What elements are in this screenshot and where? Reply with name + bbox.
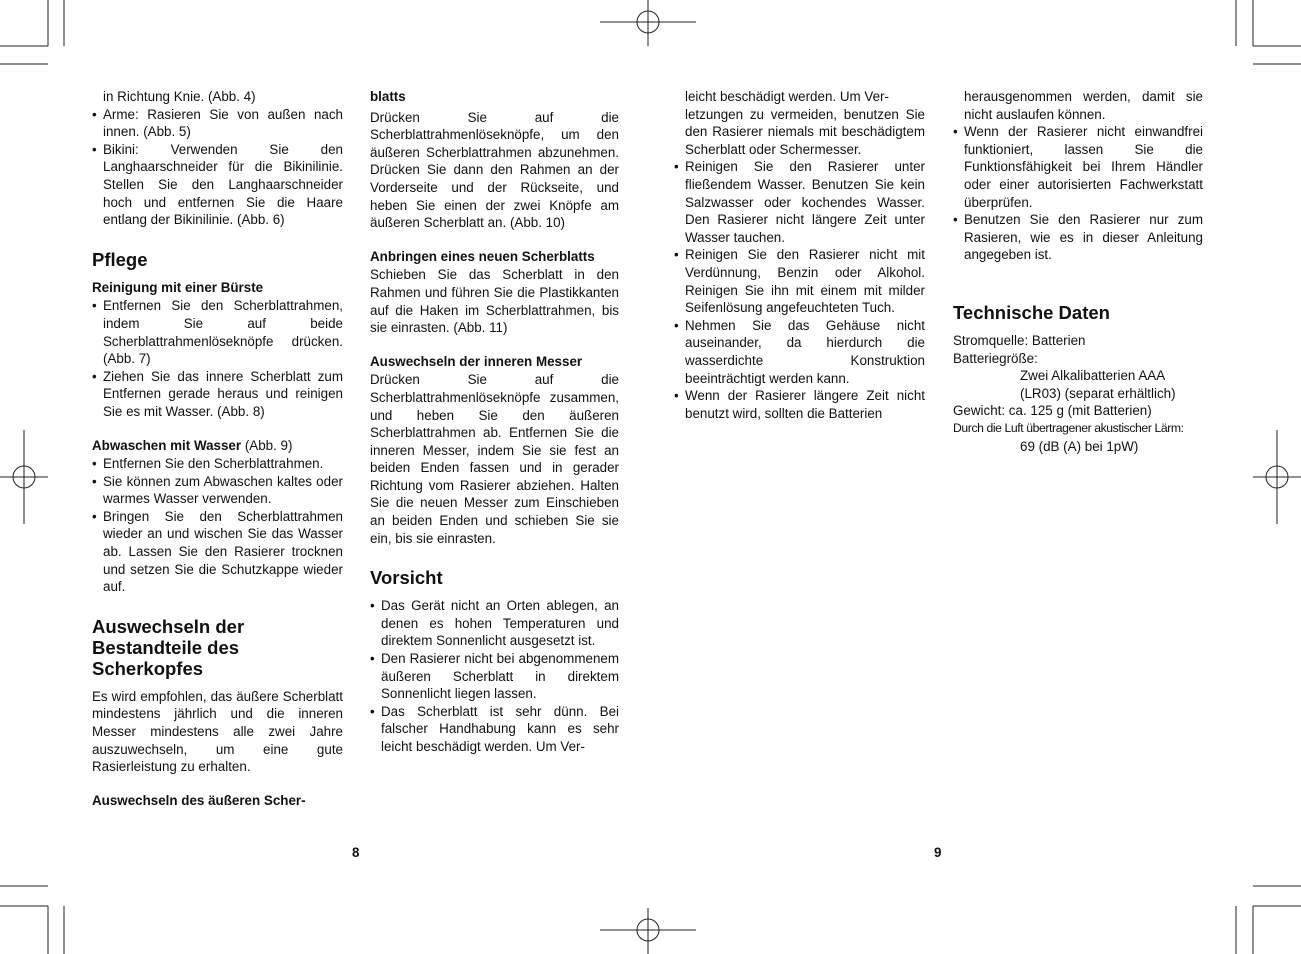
column-2 xyxy=(370,88,619,756)
list-item: • Reinigen Sie den Rasierer nicht mit Verdünnung, Benzin oder Alkohol. Reinigen Sie ihn mit einem mit milder Seifenlösung angefeuchteten Tuch. xyxy=(674,246,925,316)
innere-messer-text: Drücken Sie auf die Scherblattrahmenlöseknöpfe zusammen, und heben Sie den äußeren Scherblattrahmen ab. Entfernen Sie die inneren Messer, indem Sie sie fest an beiden Enden fassen und in gerader Richtung vom Rasierer abziehen. Halten Sie die neuen Messer zum Einschieben an beiden Enden und schieben Sie sie ein, bis sie einrasten. xyxy=(370,372,619,546)
neues-scherblatt-text: Schieben Sie das Scherblatt in den Rahmen und führen Sie die Plastikkanten auf die Haken im Scherblattrahmen, bis sie einrasten. (Abb. 11) xyxy=(370,267,619,336)
subheading-wasser xyxy=(92,437,343,455)
list-item: • Bikini: Verwenden Sie den Langhaarschneider für die Bikinilinie. Stellen Sie den Langhaarschneider hoch und entfernen Sie die Haare entlang der Bikinilinie. (Abb. 6) xyxy=(92,141,343,229)
heading-technische-daten: Technische Daten xyxy=(953,301,1110,323)
spec-stromquelle: Stromquelle: Batterien xyxy=(953,332,1086,348)
continued-text-first: leicht beschädigt werden. Um Ver- xyxy=(685,89,889,104)
subheading-aeusseres-scherblatt-cont: blatts xyxy=(370,89,406,104)
list-item: • Wenn der Rasierer nicht einwandfrei funktioniert, lassen Sie die Funktionsfähigkeit bei Ihrem Händler oder einer autorisierten Fachwerkstatt überprüfen. xyxy=(953,123,1203,211)
column-1 xyxy=(92,88,343,810)
continued-text: letzungen zu vermeiden, benutzen Sie den Rasierer niemals mit beschädigtem Scherblatt oder Schermesser. xyxy=(685,106,925,157)
list-item: • Arme: Rasieren Sie von außen nach innen. (Abb. 5) xyxy=(92,106,343,141)
subheading-neues-scherblatt: Anbringen eines neuen Scherblatts xyxy=(370,248,595,264)
spec-laerm-label: Durch die Luft übertragener akustischer Lärm: xyxy=(953,420,1184,435)
subheading-innere-messer: Auswechseln der inneren Messer xyxy=(370,353,583,369)
heading-vorsicht: Vorsicht xyxy=(370,567,443,589)
column-4 xyxy=(953,88,1203,455)
service-bullets xyxy=(953,123,1203,264)
list-item: • Bringen Sie den Scherblattrahmen wieder an und wischen Sie das Wasser ab. Lassen Sie den Rasierer trocknen und setzen Sie die Schutzkappe wieder auf. xyxy=(92,508,343,596)
aeusseres-scherblatt-text: Drücken Sie auf die Scherblattrahmenlöseknöpfe, um den äußeren Scherblattrahmen abzunehmen. Drücken Sie dann den Rahmen an der Vorderseite und der Rückseite, und heben Sie einen der zwei Knöpfe am äußeren Scherblatt an. (Abb. 10) xyxy=(370,109,619,231)
page-number-right: 9 xyxy=(934,845,942,860)
spec-batteriegroesse-label: Batteriegröße: xyxy=(953,350,1038,366)
list-item: • Benutzen Sie den Rasierer nur zum Rasieren, wie es in dieser Anleitung angegeben ist. xyxy=(953,211,1203,264)
subheading-buerste: Reinigung mit einer Bürste xyxy=(92,279,264,295)
column-3 xyxy=(674,88,925,422)
continued-text: herausgenommen werden, damit sie nicht auslaufen können. xyxy=(964,89,1203,122)
list-item: • Entfernen Sie den Scherblattrahmen. xyxy=(92,455,343,473)
wasser-bullets xyxy=(92,455,343,596)
list-item: • Ziehen Sie das innere Scherblatt zum Entfernen gerade heraus und reinigen Sie es mit Wasser. (Abb. 8) xyxy=(92,368,343,421)
list-item: • Nehmen Sie das Gehäuse nicht auseinander, da hierdurch die wasserdichte Konstruktion beeinträchtigt werden kann. xyxy=(674,317,925,387)
list-item: • Das Gerät nicht an Orten ablegen, an denen es hohen Temperaturen und direktem Sonnenlicht ausgesetzt ist. xyxy=(370,597,619,650)
list-item: • Das Scherblatt ist sehr dünn. Bei falscher Handhabung kann es sehr leicht beschädigt werden. Um Ver- xyxy=(370,703,619,756)
bestandteile-text: Es wird empfohlen, das äußere Scherblatt mindestens jährlich und die inneren Messer mindestens alle zwei Jahre auszuwechseln, um eine gute Rasierleistung zu erhalten. xyxy=(92,688,343,775)
list-item: • Den Rasierer nicht bei abgenommenem äußeren Scherblatt in direktem Sonnenlicht liegen lassen. xyxy=(370,650,619,703)
buerste-bullets xyxy=(92,297,343,420)
list-item: • Sie können zum Abwaschen kaltes oder warmes Wasser verwenden. xyxy=(92,473,343,508)
spec-batteriegroesse-value: Zwei Alkalibatterien AAA xyxy=(1020,368,1166,384)
list-item: • Entfernen Sie den Scherblattrahmen, indem Sie auf beide Scherblattrahmenlöseknöpfe drücken. (Abb. 7) xyxy=(92,297,343,367)
continued-text: in Richtung Knie. (Abb. 4) xyxy=(103,89,256,104)
list-item: • Reinigen Sie den Rasierer unter fließendem Wasser. Benutzen Sie kein Salzwasser oder kochendes Wasser. Den Rasierer nicht längere Zeit unter Wasser tauchen. xyxy=(674,158,925,246)
subheading-wasser-title: Abwaschen mit Wasser xyxy=(92,437,242,453)
spec-laerm-value: 69 (dB (A) bei 1pW) xyxy=(1020,438,1139,454)
list-item: • Wenn der Rasierer längere Zeit nicht benutzt wird, sollten die Batterien xyxy=(674,387,925,422)
heading-pflege: Pflege xyxy=(92,248,148,270)
care-bullets xyxy=(674,158,925,422)
subheading-aeusseres-scherblatt: Auswechseln des äußeren Scher- xyxy=(92,792,306,808)
vorsicht-bullets xyxy=(370,597,619,755)
spec-batteriegroesse-value: (LR03) (separat erhältlich) xyxy=(1020,385,1176,401)
heading-bestandteile: Auswechseln der Bestandteile des Scherkopfes xyxy=(92,615,245,679)
intro-bullets xyxy=(92,106,343,229)
subheading-wasser-ref: (Abb. 9) xyxy=(241,437,293,453)
page-number-left: 8 xyxy=(352,845,360,860)
spec-gewicht: Gewicht: ca. 125 g (mit Batterien) xyxy=(953,403,1152,419)
